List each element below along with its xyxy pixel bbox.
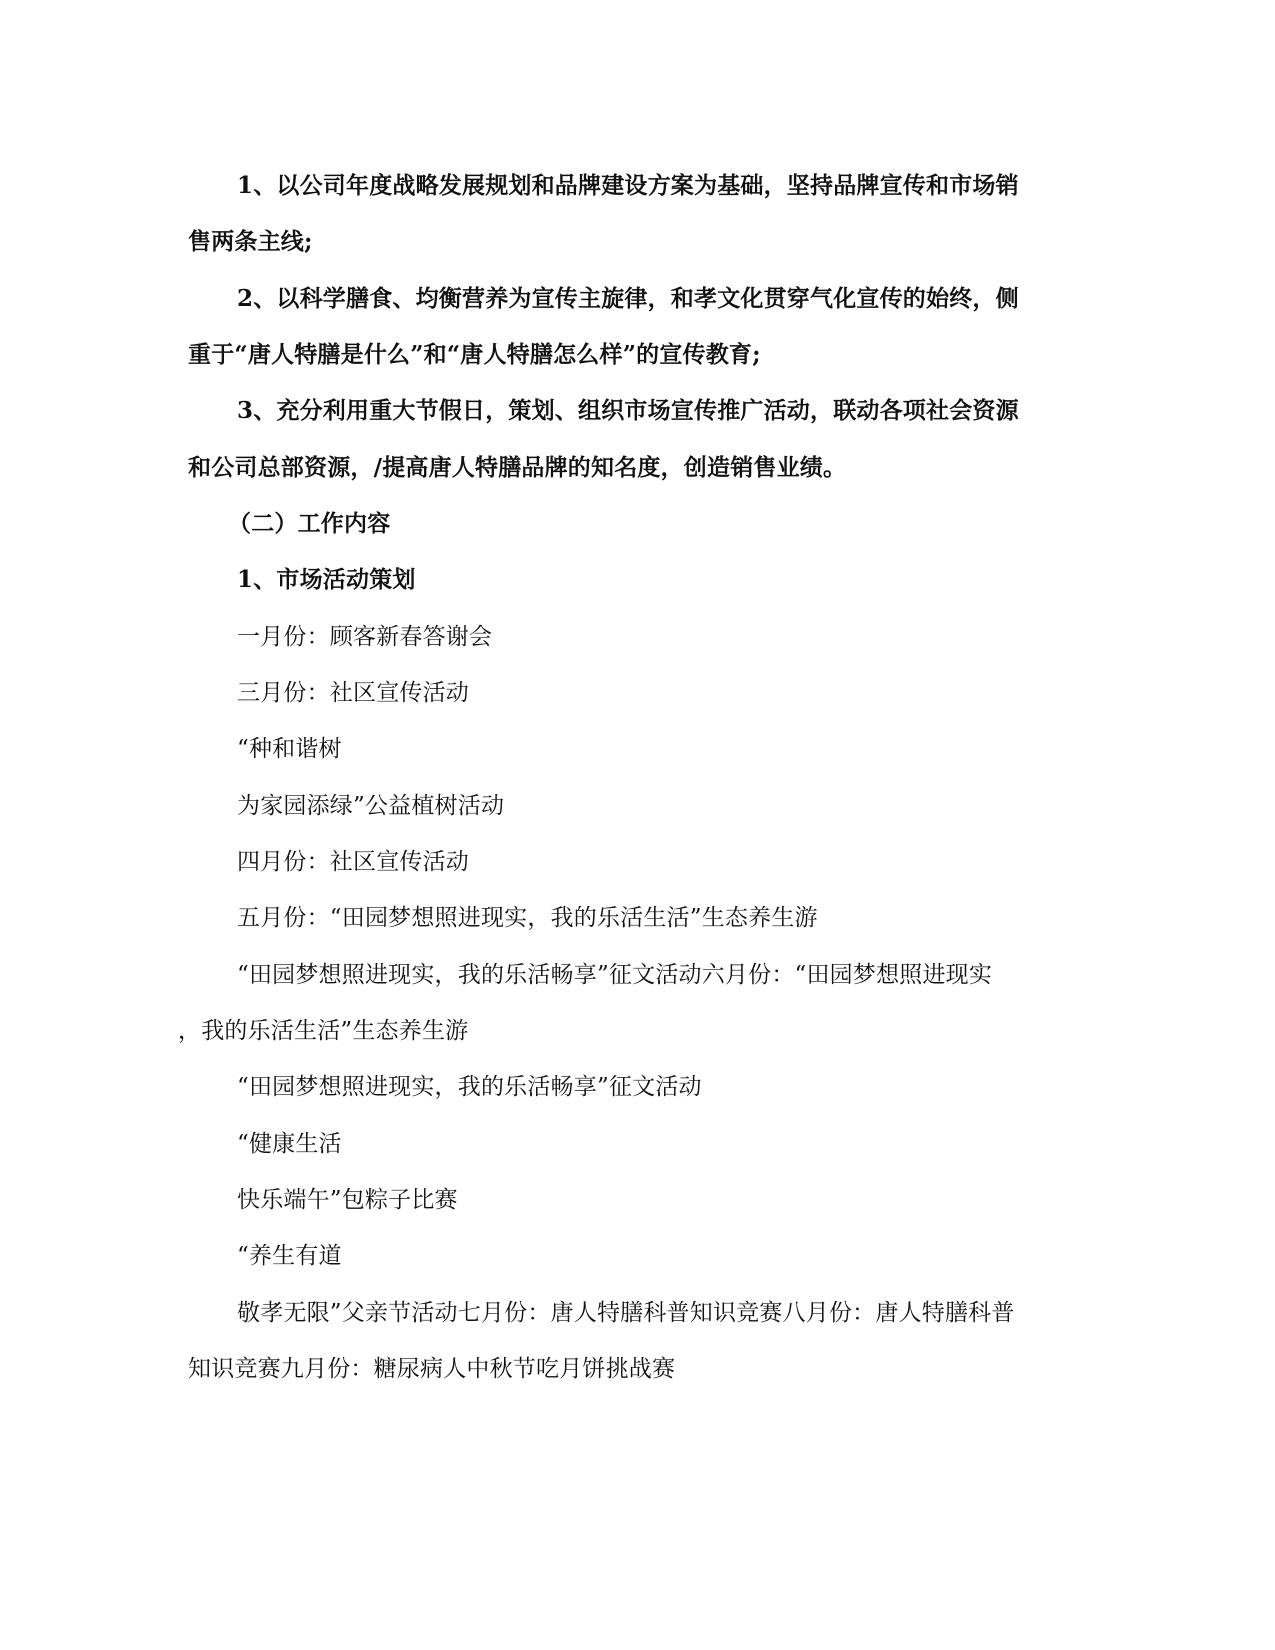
plan-line-fathers-2: 敬孝无限”父亲节活动七月份：唐人特膳科普知识竞赛八月份：唐人特膳科普 xyxy=(237,1300,1015,1326)
paragraph-2-line-2: 重于“唐人特膳是什么”和“唐人特膳怎么样”的宣传教育; xyxy=(188,341,761,368)
plan-line-january: 一月份：顾客新春答谢会 xyxy=(237,624,493,650)
plan-line-tree-2: 为家园添绿”公益植树活动 xyxy=(237,793,505,819)
paragraph-3-line-2: 和公司总部资源，/提高唐人特膳品牌的知名度，创造销售业绩。 xyxy=(188,454,847,481)
paragraph-1-line-1: 1、以公司年度战略发展规划和品牌建设方案为基础，坚持品牌宣传和市场销 xyxy=(237,172,1019,199)
plan-line-march: 三月份：社区宣传活动 xyxy=(237,680,469,706)
plan-line-april: 四月份：社区宣传活动 xyxy=(237,849,469,875)
plan-line-june-cont: ，我的乐活生活”生态养生游 xyxy=(178,1018,469,1044)
paragraph-2-line-1: 2、以科学膳食、均衡营养为宣传主旋律，和孝文化贯穿气化宣传的始终，侧 xyxy=(237,285,1019,312)
plan-line-health-1: “健康生活 xyxy=(237,1131,342,1157)
subsection-heading: 1、市场活动策划 xyxy=(237,566,416,593)
plan-line-may: 五月份：“田园梦想照进现实，我的乐活生活”生态养生游 xyxy=(237,905,818,931)
plan-line-health-2: 快乐端午”包粽子比赛 xyxy=(237,1187,458,1213)
plan-line-fathers-1: “养生有道 xyxy=(237,1243,342,1269)
paragraph-3-line-1: 3、充分利用重大节假日，策划、组织市场宣传推广活动，联动各项社会资源 xyxy=(237,397,1019,424)
paragraph-1-line-2: 售两条主线; xyxy=(188,228,313,255)
plan-line-essay-june: “田园梦想照进现实，我的乐活畅享”征文活动六月份：“田园梦想照进现实 xyxy=(237,962,993,988)
plan-line-tree-1: “种和谐树 xyxy=(237,736,342,762)
plan-line-essay: “田园梦想照进现实，我的乐活畅享”征文活动 xyxy=(237,1074,702,1100)
plan-line-september: 知识竞赛九月份：糖尿病人中秋节吃月饼挑战赛 xyxy=(188,1356,676,1382)
section-heading: （二）工作内容 xyxy=(228,510,391,537)
